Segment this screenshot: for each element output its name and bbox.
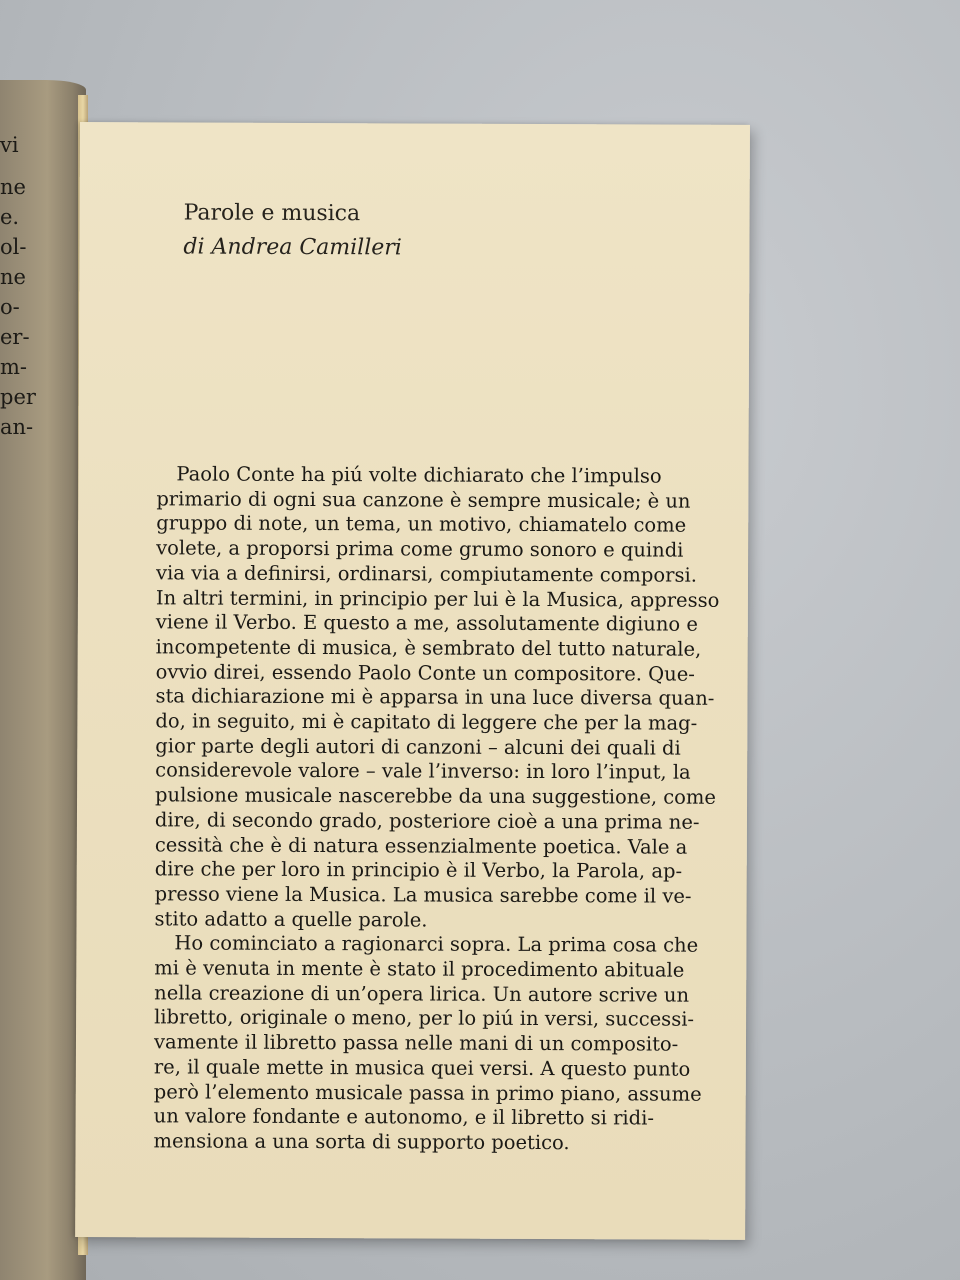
left-page-text: o-	[0, 295, 20, 319]
text-line: ovvio direi, essendo Paolo Conte un compositore. Que-	[155, 659, 695, 686]
left-page-text: ne	[0, 265, 26, 289]
text-line: volete, a proporsi prima come grumo sonoro e quindi	[156, 536, 684, 562]
left-page	[0, 80, 86, 1280]
text-line: In altri termini, in principio per lui è la Musica, appresso	[155, 585, 720, 612]
essay-author: di Andrea Camilleri	[183, 234, 402, 261]
text-line: gruppo di note, un tema, un motivo, chiamatelo come	[156, 511, 687, 538]
left-page-text: per	[0, 385, 36, 409]
text-line: libretto, originale o meno, per lo piú in versi, successi-	[154, 1005, 695, 1032]
left-page-text: m-	[0, 355, 28, 379]
left-page-text: er-	[0, 325, 30, 349]
text-line: re, il quale mette in musica quei versi. A questo punto	[153, 1055, 691, 1081]
text-line: però l’elemento musicale passa in primo piano, assume	[153, 1079, 702, 1106]
text-line: dire che per loro in principio è il Verbo, la Parola, ap-	[154, 857, 683, 883]
text-line: Ho cominciato a ragionarci sopra. La prima cosa che	[174, 931, 699, 958]
text-line: sta dichiarazione mi è apparsa in una luce diversa quan-	[155, 684, 715, 711]
text-line: stito adatto a quelle parole.	[154, 906, 428, 932]
text-line: nella creazione di un’opera lirica. Un autore scrive un	[154, 981, 690, 1007]
essay-body	[153, 462, 720, 1156]
text-line: pulsione musicale nascerebbe da una suggestione, come	[155, 783, 717, 809]
left-page-text: ol-	[0, 235, 27, 259]
text-line: considerevole valore – vale l’inverso: in loro l’input, la	[155, 758, 691, 785]
text-line: dire, di secondo grado, posteriore cioè a una prima ne-	[154, 808, 700, 834]
essay-header	[183, 196, 402, 265]
left-page-text: ne	[0, 175, 26, 199]
text-line: do, in seguito, mi è capitato di leggere che per la mag-	[155, 709, 698, 735]
text-line: mi è venuta in mente è stato il procedimento abituale	[154, 956, 685, 982]
text-line: via via a definirsi, ordinarsi, compiutamente comporsi.	[155, 561, 697, 587]
text-line: incompetente di musica, è sembrato del tutto naturale,	[155, 635, 702, 661]
text-line: primario di ogni sua canzone è sempre musicale; è un	[156, 487, 691, 513]
book-page	[75, 122, 750, 1240]
text-line: vamente il libretto passa nelle mani di un composito-	[153, 1030, 679, 1056]
text-line: presso viene la Musica. La musica sarebbe come il ve-	[154, 882, 692, 908]
text-line: viene il Verbo. E questo a me, assolutamente digiuno e	[155, 610, 698, 636]
text-line: Paolo Conte ha piú volte dichiarato che l’impulso	[176, 462, 662, 488]
text-line: gior parte degli autori di canzoni – alcuni dei quali di	[155, 734, 681, 760]
left-page-text: an-	[0, 415, 34, 439]
essay-title: Parole e musica	[183, 200, 361, 227]
text-line: un valore fondante e autonomo, e il libretto si ridi-	[153, 1104, 655, 1130]
left-page-text: vi	[0, 133, 19, 157]
text-line: cessità che è di natura essenzialmente poetica. Vale a	[154, 832, 688, 859]
left-page-text: e.	[0, 205, 20, 229]
text-line: mensiona a una sorta di supporto poetico.	[153, 1129, 570, 1155]
